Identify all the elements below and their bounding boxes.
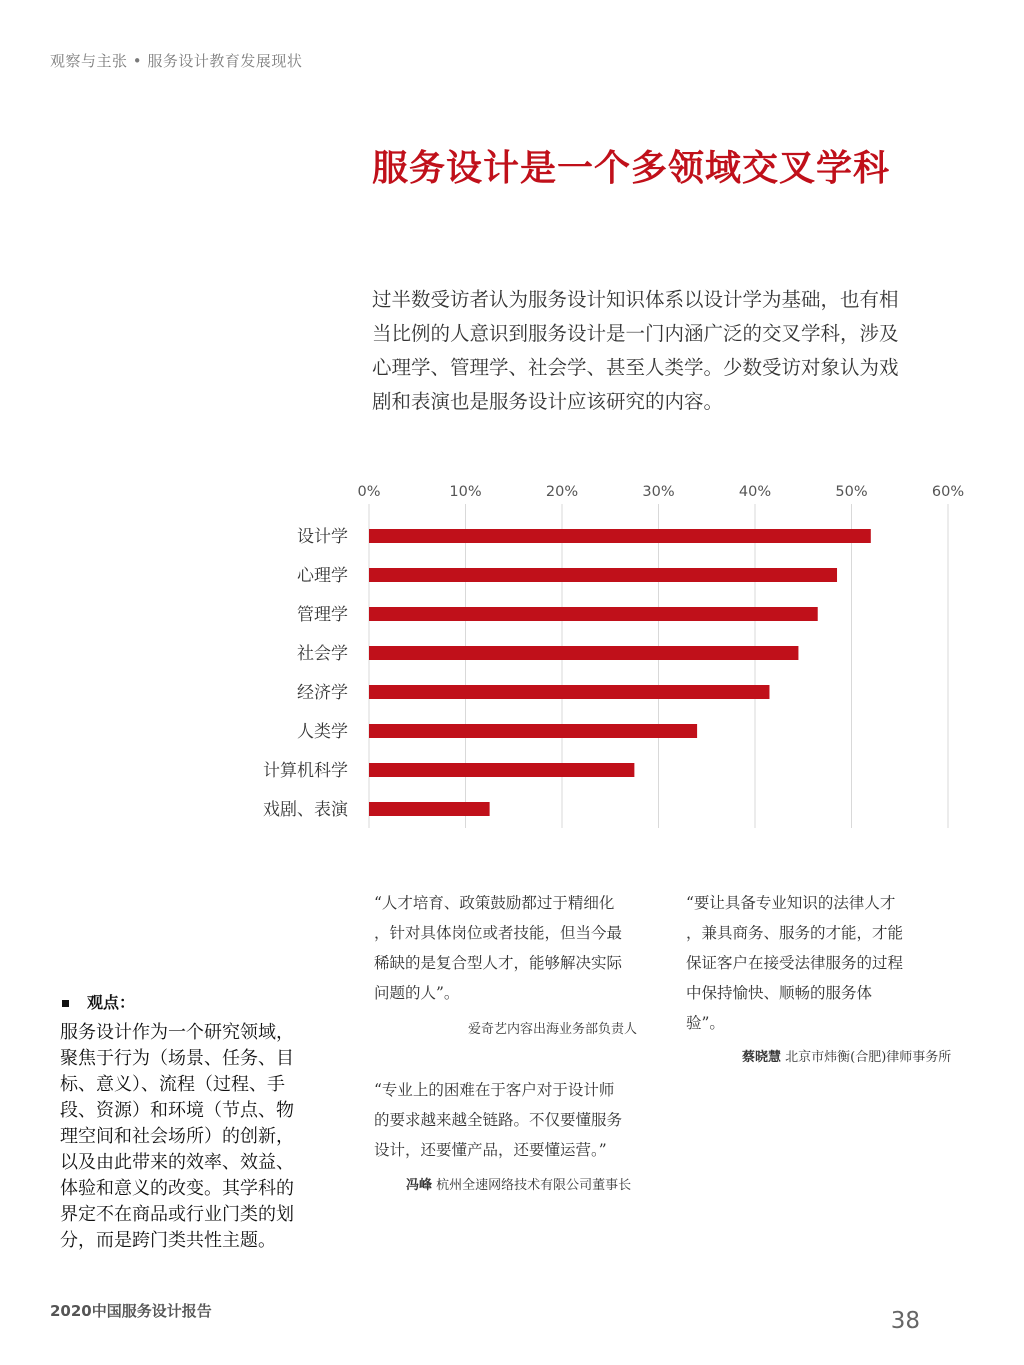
attribution-org: 爱奇艺内容出海业务部负责人: [468, 1022, 638, 1037]
quote-line: 稀缺的是复合型人才，能够解决实际: [374, 954, 623, 972]
intro-line: 剧和表演也是服务设计应该研究的内容。: [372, 390, 724, 413]
quote-line: ，兼具商务、服务的才能，才能: [686, 924, 904, 942]
quote-line: “人才培育、政策鼓励都过于精细化: [374, 894, 615, 912]
breadcrumb: 观察与主张 • 服务设计教育发展现状: [50, 52, 303, 70]
category-label: 人类学: [297, 722, 348, 742]
bar: [369, 763, 634, 777]
page-title: 服务设计是一个多领域交叉学科: [372, 148, 891, 189]
tick-label: 50%: [835, 484, 868, 500]
bar: [369, 724, 697, 738]
quote-line: 问题的人”。: [374, 984, 460, 1002]
intro-paragraph: [372, 283, 962, 419]
bar-chart: [240, 476, 980, 836]
viewpoint-line: 体验和意义的改变。其学科的: [60, 1178, 294, 1199]
bar: [369, 685, 769, 699]
viewpoint-heading-text: 观点：: [87, 993, 136, 1012]
tick-label: 0%: [357, 484, 381, 500]
quote-attribution: [468, 1018, 637, 1037]
quote-line: “专业上的困难在于客户对于设计师: [374, 1081, 615, 1099]
bullet-icon: [62, 1000, 69, 1007]
intro-line: 当比例的人意识到服务设计是一门内涵广泛的交叉学科，涉及: [372, 322, 899, 345]
quote-line: 验”。: [686, 1014, 725, 1032]
category-label: 社会学: [297, 644, 348, 664]
quote-fengfeng: [374, 1075, 622, 1165]
attribution-org: 杭州全速网络技术有限公司董事长: [436, 1178, 632, 1193]
category-label: 计算机科学: [263, 761, 348, 781]
bar: [369, 802, 490, 816]
category-label: 经济学: [297, 683, 348, 703]
viewpoint-line: 界定不在商品或行业门类的划: [60, 1204, 294, 1225]
bar: [369, 646, 798, 660]
viewpoint-line: 理空间和社会场所）的创新，: [60, 1126, 294, 1147]
viewpoint-line: 聚焦于行为（场景、任务、目: [60, 1048, 294, 1069]
bar: [369, 568, 837, 582]
intro-line: 过半数受访者认为服务设计知识体系以设计学为基础，也有相: [372, 288, 899, 311]
intro-line: 心理学、管理学、社会学、甚至人类学。少数受访对象认为戏: [372, 356, 899, 379]
bar: [369, 529, 871, 543]
quote-line: “要让具备专业知识的法律人才: [686, 894, 896, 912]
attribution-org: 北京市炜衡(合肥)律师事务所: [785, 1050, 952, 1065]
attribution-name: 蔡晓慧: [742, 1050, 782, 1065]
quote-attribution: [742, 1046, 951, 1065]
tick-label: 60%: [931, 484, 965, 500]
viewpoint-line: 服务设计作为一个研究领域，: [60, 1022, 294, 1043]
viewpoint-line: 段、资源）和环境（节点、物: [60, 1100, 294, 1121]
viewpoint-line: 以及由此带来的效率、效益、: [60, 1152, 294, 1173]
quote-line: 保证客户在接受法律服务的过程: [686, 954, 904, 972]
quote-line: 中保持愉快、顺畅的服务体: [686, 984, 873, 1002]
viewpoint-line: 标、意义）、流程（过程、手: [60, 1074, 285, 1095]
category-label: 心理学: [297, 566, 348, 586]
category-label: 管理学: [297, 605, 348, 625]
tick-label: 10%: [449, 484, 482, 500]
report-name: 2020中国服务设计报告: [50, 1302, 212, 1320]
quote-caixiaohui: [686, 888, 903, 1038]
viewpoint-heading: [62, 990, 135, 1013]
bar: [369, 607, 818, 621]
tick-label: 40%: [738, 484, 772, 500]
quote-line: 的要求越来越全链路。不仅要懂服务: [374, 1111, 623, 1129]
quote-line: ，针对具体岗位或者技能，但当今最: [374, 924, 623, 942]
quote-attribution: [406, 1174, 631, 1193]
tick-label: 20%: [545, 484, 579, 500]
viewpoint-body: [60, 1020, 294, 1254]
page-number: 38: [890, 1308, 920, 1334]
category-label: 戏剧、表演: [263, 800, 348, 820]
viewpoint-line: 分，而是跨门类共性主题。: [60, 1230, 276, 1251]
tick-label: 30%: [642, 484, 675, 500]
attribution-name: 冯峰: [406, 1178, 433, 1193]
quote-iqiyi: [374, 888, 622, 1008]
quote-line: 设计，还要懂产品，还要懂运营。”: [374, 1141, 607, 1159]
category-label: 设计学: [297, 527, 348, 547]
